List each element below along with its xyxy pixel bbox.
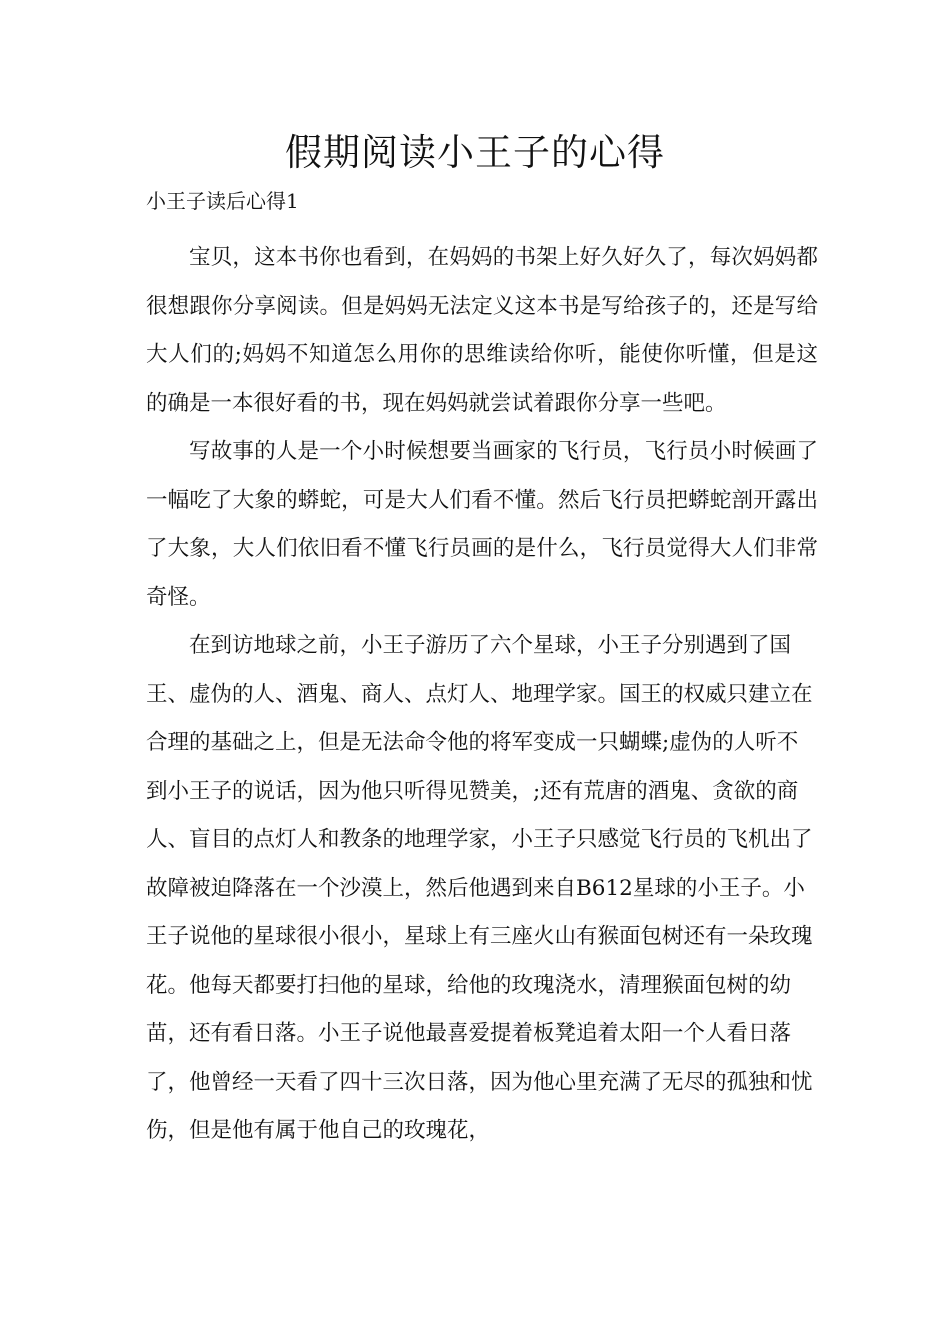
paragraph-1: 宝贝，这本书你也看到，在妈妈的书架上好久好久了，每次妈妈都很想跟你分享阅读。但是妈妈无法定义这本书是写给孩子的，还是写给大人们的;妈妈不知道怎么用你的思维读给你听，能使你听懂，但是这的确是一本很好看的书，现在妈妈就尝试着跟你分享一些吧。 [146, 245, 818, 416]
document-body [146, 234, 818, 1156]
paragraph-2: 写故事的人是一个小时候想要当画家的飞行员，飞行员小时候画了一幅吃了大象的蟒蛇，可是大人们看不懂。然后飞行员把蟒蛇剖开露出了大象，大人们依旧看不懂飞行员画的是什么，飞行员觉得大人们非常奇怪。 [146, 439, 818, 610]
document-title: 假期阅读小王子的心得 [285, 131, 665, 174]
section-heading: 小王子读后心得1 [146, 189, 299, 213]
paragraph-3: 在到访地球之前，小王子游历了六个星球，小王子分别遇到了国王、虚伪的人、酒鬼、商人、点灯人、地理学家。国王的权威只建立在合理的基础之上，但是无法命令他的将军变成一只蝴蝶;虚伪的人听不到小王子的说话，因为他只听得见赞美，;还有荒唐的酒鬼、贪欲的商人、盲目的点灯人和教条的地理学家，小王子只感觉飞行员的飞机出了故障被迫降落在一个沙漠上，然后他遇到来自B612星球的小王子。小王子说他的星球很小很小，星球上有三座火山有猴面包树还有一朵玫瑰花。他每天都要打扫他的星球，给他的玫瑰浇水，清理猴面包树的幼苗，还有看日落。小王子说他最喜爱提着板凳追着太阳一个人看日落了，他曾经一天看了四十三次日落，因为他心里充满了无尽的孤独和忧伤，但是他有属于他自己的玫瑰花， [146, 633, 813, 1143]
